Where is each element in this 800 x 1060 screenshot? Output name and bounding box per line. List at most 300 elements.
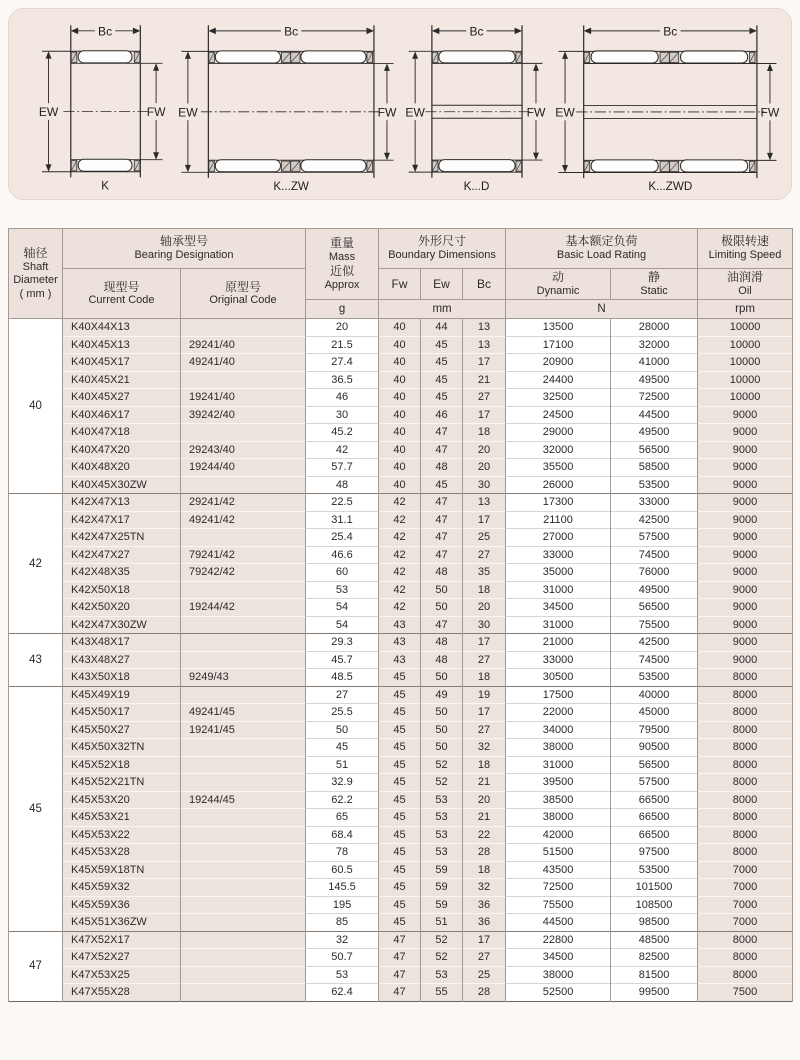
dynamic-cell: 27000 (506, 529, 611, 547)
table-row (9, 599, 793, 617)
bc-cell: 25 (463, 529, 506, 547)
speed-cell: 10000 (698, 336, 793, 354)
diagram-label-kzwd: K...ZWD (648, 179, 693, 193)
table-row (9, 861, 793, 879)
original-code-cell: 39242/40 (181, 406, 306, 424)
static-cell: 57500 (611, 529, 698, 547)
dynamic-cell: 30500 (506, 669, 611, 687)
ew-cell: 53 (421, 826, 463, 844)
bc-cell: 18 (463, 756, 506, 774)
mass-cell: 27 (306, 686, 379, 704)
fw-cell: 40 (379, 441, 421, 459)
ew-cell: 59 (421, 896, 463, 914)
current-code-cell: K42X50X20 (63, 599, 181, 617)
mass-cell: 20 (306, 319, 379, 337)
fw-cell: 42 (379, 529, 421, 547)
dynamic-cell: 22000 (506, 704, 611, 722)
static-cell: 49500 (611, 581, 698, 599)
current-code-cell: K45X53X20 (63, 791, 181, 809)
original-code-cell: 29243/40 (181, 441, 306, 459)
table-row (9, 319, 793, 337)
shaft-diameter-cell: 42 (9, 494, 63, 634)
bc-dimension (584, 24, 757, 38)
ew-label: EW (38, 105, 59, 120)
current-code-cell: K40X45X30ZW (63, 476, 181, 494)
static-cell: 56500 (611, 441, 698, 459)
bc-cell: 21 (463, 774, 506, 792)
bearing-outline (408, 25, 542, 177)
bc-cell: 27 (463, 389, 506, 407)
shaft-diameter-header: 轴径 Shaft Diameter ( mm ) (9, 229, 63, 319)
mass-cell: 78 (306, 844, 379, 862)
ew-cell: 45 (421, 336, 463, 354)
fw-cell: 47 (379, 966, 421, 984)
table-row (9, 494, 793, 512)
static-cell: 74500 (611, 651, 698, 669)
mass-cell: 27.4 (306, 354, 379, 372)
table-row (9, 336, 793, 354)
fw-cell: 45 (379, 739, 421, 757)
mass-cell: 54 (306, 599, 379, 617)
original-code-cell (181, 861, 306, 879)
original-code-cell: 79241/42 (181, 546, 306, 564)
table-row (9, 371, 793, 389)
bearing-designation-header: 轴承型号 Bearing Designation (63, 229, 306, 269)
static-cell: 75500 (611, 616, 698, 634)
dynamic-cell: 20900 (506, 354, 611, 372)
speed-cell: 8000 (698, 844, 793, 862)
table-row (9, 581, 793, 599)
bc-label: Bc (663, 24, 678, 39)
speed-cell: 9000 (698, 634, 793, 652)
ew-cell: 50 (421, 599, 463, 617)
original-code-cell: 49241/40 (181, 354, 306, 372)
fw-cell: 40 (379, 389, 421, 407)
fw-label: FW (526, 105, 546, 120)
ew-cell: 47 (421, 424, 463, 442)
fw-cell: 45 (379, 879, 421, 897)
speed-cell: 8000 (698, 809, 793, 827)
ew-dimension (178, 51, 198, 172)
static-cell: 56500 (611, 599, 698, 617)
dynamic-cell: 17100 (506, 336, 611, 354)
speed-cell: 8000 (698, 931, 793, 949)
ew-label: EW (178, 105, 198, 120)
current-code-cell: K40X46X17 (63, 406, 181, 424)
speed-cell: 8000 (698, 739, 793, 757)
rollers-bottom (432, 159, 521, 171)
ew-cell: 48 (421, 651, 463, 669)
current-code-cell: K43X48X27 (63, 651, 181, 669)
static-cell: 76000 (611, 564, 698, 582)
fw-cell: 42 (379, 599, 421, 617)
bc-header: Bc (463, 269, 506, 300)
mass-cell: 32.9 (306, 774, 379, 792)
dynamic-cell: 75500 (506, 896, 611, 914)
shaft-diameter-cell: 43 (9, 634, 63, 687)
bc-cell: 17 (463, 406, 506, 424)
mass-unit-header: g (306, 300, 379, 319)
speed-cell: 9000 (698, 459, 793, 477)
mass-cell: 48 (306, 476, 379, 494)
current-code-cell: K42X50X18 (63, 581, 181, 599)
bearing-table-wrap (8, 228, 792, 1002)
table-row (9, 896, 793, 914)
fw-cell: 45 (379, 756, 421, 774)
static-cell: 66500 (611, 826, 698, 844)
table-row (9, 616, 793, 634)
dynamic-cell: 29000 (506, 424, 611, 442)
mass-cell: 60.5 (306, 861, 379, 879)
dynamic-cell: 72500 (506, 879, 611, 897)
mass-cell: 21.5 (306, 336, 379, 354)
original-code-cell (181, 984, 306, 1002)
mass-cell: 48.5 (306, 669, 379, 687)
original-code-cell: 19244/45 (181, 791, 306, 809)
static-cell: 49500 (611, 424, 698, 442)
rpm-unit-header: rpm (698, 300, 793, 319)
original-code-cell (181, 949, 306, 967)
mass-cell: 42 (306, 441, 379, 459)
bc-cell: 13 (463, 494, 506, 512)
table-row (9, 634, 793, 652)
ew-cell: 48 (421, 564, 463, 582)
current-code-cell: K45X59X36 (63, 896, 181, 914)
bc-cell: 21 (463, 809, 506, 827)
original-code-cell: 49241/42 (181, 511, 306, 529)
rollers-top (584, 50, 755, 62)
ew-cell: 50 (421, 721, 463, 739)
static-cell: 57500 (611, 774, 698, 792)
original-code-cell (181, 476, 306, 494)
rollers-top (71, 51, 140, 63)
dynamic-cell: 44500 (506, 914, 611, 932)
bc-cell: 20 (463, 599, 506, 617)
bc-cell: 22 (463, 826, 506, 844)
ew-cell: 50 (421, 581, 463, 599)
fw-label: FW (146, 105, 166, 120)
table-row (9, 721, 793, 739)
bc-cell: 32 (463, 739, 506, 757)
fw-cell: 47 (379, 949, 421, 967)
shaft-diameter-cell: 40 (9, 319, 63, 494)
shaft-diameter-cell: 47 (9, 931, 63, 1001)
current-code-cell: K45X49X19 (63, 686, 181, 704)
bearing-outline (182, 25, 394, 178)
original-code-header: 原型号 Original Code (181, 269, 306, 319)
ew-cell: 59 (421, 861, 463, 879)
current-code-cell: K40X45X27 (63, 389, 181, 407)
original-code-cell (181, 896, 306, 914)
table-row (9, 354, 793, 372)
table-row (9, 704, 793, 722)
original-code-cell (181, 651, 306, 669)
ew-dimension (555, 51, 575, 172)
current-code-cell: K42X47X25TN (63, 529, 181, 547)
static-cell: 81500 (611, 966, 698, 984)
bc-cell: 32 (463, 879, 506, 897)
static-cell: 44500 (611, 406, 698, 424)
current-code-cell: K45X50X32TN (63, 739, 181, 757)
static-cell: 97500 (611, 844, 698, 862)
ew-cell: 59 (421, 879, 463, 897)
ew-dimension (39, 51, 59, 172)
current-code-cell: K40X47X18 (63, 424, 181, 442)
ew-cell: 52 (421, 774, 463, 792)
static-cell: 82500 (611, 949, 698, 967)
static-cell: 90500 (611, 739, 698, 757)
limiting-speed-header: 极限转速 Limiting Speed (698, 229, 793, 269)
dynamic-cell: 38500 (506, 791, 611, 809)
mass-cell: 45 (306, 739, 379, 757)
current-code-cell: K45X59X18TN (63, 861, 181, 879)
speed-cell: 10000 (698, 319, 793, 337)
speed-cell: 7000 (698, 879, 793, 897)
fw-cell: 45 (379, 826, 421, 844)
current-code-cell: K42X47X30ZW (63, 616, 181, 634)
dynamic-cell: 34000 (506, 721, 611, 739)
fw-cell: 40 (379, 336, 421, 354)
bc-cell: 21 (463, 371, 506, 389)
bearing-table (8, 228, 793, 1002)
dynamic-cell: 31000 (506, 616, 611, 634)
table-row (9, 389, 793, 407)
fw-cell: 45 (379, 721, 421, 739)
fw-cell: 42 (379, 494, 421, 512)
current-code-cell: K42X47X27 (63, 546, 181, 564)
table-row (9, 984, 793, 1002)
table-row (9, 966, 793, 984)
table-row (9, 424, 793, 442)
current-code-cell: K45X50X17 (63, 704, 181, 722)
mass-cell: 29.3 (306, 634, 379, 652)
fw-cell: 45 (379, 704, 421, 722)
static-cell: 66500 (611, 791, 698, 809)
current-code-cell: K45X59X32 (63, 879, 181, 897)
current-code-cell: K40X44X13 (63, 319, 181, 337)
static-header: 静 Static (611, 269, 698, 300)
static-cell: 108500 (611, 896, 698, 914)
table-row (9, 739, 793, 757)
bc-cell: 17 (463, 354, 506, 372)
original-code-cell (181, 844, 306, 862)
dynamic-cell: 39500 (506, 774, 611, 792)
ew-cell: 47 (421, 511, 463, 529)
current-code-cell: K40X45X13 (63, 336, 181, 354)
speed-cell: 9000 (698, 564, 793, 582)
bc-cell: 17 (463, 704, 506, 722)
n-unit-header: N (506, 300, 698, 319)
mass-cell: 57.7 (306, 459, 379, 477)
speed-cell: 9000 (698, 616, 793, 634)
fw-cell: 45 (379, 791, 421, 809)
original-code-cell (181, 319, 306, 337)
ew-cell: 47 (421, 529, 463, 547)
fw-cell: 42 (379, 564, 421, 582)
speed-cell: 8000 (698, 949, 793, 967)
diagram-k (17, 16, 170, 192)
fw-cell: 47 (379, 931, 421, 949)
bc-cell: 20 (463, 791, 506, 809)
dynamic-cell: 31000 (506, 581, 611, 599)
bc-cell: 13 (463, 336, 506, 354)
static-cell: 32000 (611, 336, 698, 354)
current-code-cell: K40X45X17 (63, 354, 181, 372)
diagram-label-kzw: K...ZW (273, 179, 310, 193)
dynamic-cell: 52500 (506, 984, 611, 1002)
static-cell: 101500 (611, 879, 698, 897)
speed-cell: 10000 (698, 354, 793, 372)
original-code-cell (181, 634, 306, 652)
dynamic-cell: 38000 (506, 809, 611, 827)
static-cell: 56500 (611, 756, 698, 774)
fw-cell: 45 (379, 809, 421, 827)
current-code-cell: K43X50X18 (63, 669, 181, 687)
fw-cell: 43 (379, 634, 421, 652)
fw-cell: 40 (379, 459, 421, 477)
dynamic-cell: 43500 (506, 861, 611, 879)
original-code-cell (181, 739, 306, 757)
mass-cell: 30 (306, 406, 379, 424)
static-cell: 33000 (611, 494, 698, 512)
current-code-cell: K42X47X17 (63, 511, 181, 529)
speed-cell: 8000 (698, 774, 793, 792)
mass-cell: 46.6 (306, 546, 379, 564)
rollers-bottom (209, 159, 373, 171)
current-code-cell: K47X53X25 (63, 966, 181, 984)
bc-dimension (71, 24, 141, 38)
fw-cell: 40 (379, 371, 421, 389)
table-row (9, 686, 793, 704)
bc-cell: 25 (463, 966, 506, 984)
speed-cell: 7000 (698, 914, 793, 932)
table-row (9, 511, 793, 529)
mass-cell: 53 (306, 581, 379, 599)
fw-cell: 45 (379, 774, 421, 792)
original-code-cell (181, 914, 306, 932)
bearing-diagram-panel (8, 8, 792, 200)
mass-cell: 62.2 (306, 791, 379, 809)
current-code-cell: K40X48X20 (63, 459, 181, 477)
dynamic-cell: 34500 (506, 599, 611, 617)
fw-cell: 43 (379, 651, 421, 669)
ew-cell: 52 (421, 931, 463, 949)
table-row (9, 406, 793, 424)
current-code-header: 现型号 Current Code (63, 269, 181, 319)
dynamic-cell: 35500 (506, 459, 611, 477)
static-cell: 99500 (611, 984, 698, 1002)
original-code-cell (181, 616, 306, 634)
table-row (9, 476, 793, 494)
rollers-top (432, 51, 521, 63)
bc-cell: 30 (463, 616, 506, 634)
static-cell: 40000 (611, 686, 698, 704)
speed-cell: 10000 (698, 371, 793, 389)
ew-cell: 44 (421, 319, 463, 337)
dynamic-cell: 32000 (506, 441, 611, 459)
speed-cell: 7500 (698, 984, 793, 1002)
ew-cell: 45 (421, 389, 463, 407)
mass-cell: 50.7 (306, 949, 379, 967)
bc-dimension (432, 24, 522, 38)
speed-cell: 7000 (698, 896, 793, 914)
current-code-cell: K45X52X18 (63, 756, 181, 774)
fw-dimension (147, 63, 166, 159)
fw-cell: 45 (379, 669, 421, 687)
current-code-cell: K47X55X28 (63, 984, 181, 1002)
dynamic-cell: 17500 (506, 686, 611, 704)
static-cell: 53500 (611, 861, 698, 879)
original-code-cell (181, 371, 306, 389)
mass-cell: 62.4 (306, 984, 379, 1002)
fw-cell: 45 (379, 861, 421, 879)
fw-cell: 45 (379, 896, 421, 914)
table-row (9, 844, 793, 862)
ew-dimension (405, 51, 425, 172)
current-code-cell: K45X50X27 (63, 721, 181, 739)
fw-dimension (526, 63, 545, 160)
static-cell: 53500 (611, 669, 698, 687)
ew-cell: 53 (421, 966, 463, 984)
static-cell: 79500 (611, 721, 698, 739)
bc-cell: 17 (463, 931, 506, 949)
dynamic-cell: 33000 (506, 651, 611, 669)
current-code-cell: K45X52X21TN (63, 774, 181, 792)
fw-cell: 40 (379, 406, 421, 424)
table-row (9, 791, 793, 809)
dynamic-cell: 33000 (506, 546, 611, 564)
speed-cell: 9000 (698, 424, 793, 442)
mass-cell: 22.5 (306, 494, 379, 512)
original-code-cell: 49241/45 (181, 704, 306, 722)
mass-cell: 46 (306, 389, 379, 407)
static-cell: 98500 (611, 914, 698, 932)
static-cell: 42500 (611, 511, 698, 529)
bc-cell: 35 (463, 564, 506, 582)
ew-cell: 50 (421, 669, 463, 687)
speed-cell: 10000 (698, 389, 793, 407)
static-cell: 48500 (611, 931, 698, 949)
ew-cell: 47 (421, 441, 463, 459)
original-code-cell (181, 966, 306, 984)
ew-cell: 46 (421, 406, 463, 424)
mass-cell: 50 (306, 721, 379, 739)
dynamic-cell: 13500 (506, 319, 611, 337)
current-code-cell: K40X45X21 (63, 371, 181, 389)
current-code-cell: K40X47X20 (63, 441, 181, 459)
dynamic-cell: 26000 (506, 476, 611, 494)
original-code-cell: 29241/40 (181, 336, 306, 354)
mass-cell: 195 (306, 896, 379, 914)
speed-cell: 9000 (698, 441, 793, 459)
speed-cell: 9000 (698, 581, 793, 599)
bc-cell: 27 (463, 546, 506, 564)
fw-label: FW (760, 105, 780, 120)
mass-cell: 54 (306, 616, 379, 634)
current-code-cell: K43X48X17 (63, 634, 181, 652)
table-row (9, 809, 793, 827)
fw-cell: 42 (379, 511, 421, 529)
original-code-cell (181, 809, 306, 827)
mass-cell: 85 (306, 914, 379, 932)
ew-cell: 48 (421, 634, 463, 652)
original-code-cell: 19244/40 (181, 459, 306, 477)
bearing-outline (42, 25, 163, 177)
ew-cell: 52 (421, 949, 463, 967)
table-row (9, 459, 793, 477)
table-row (9, 949, 793, 967)
fw-cell: 47 (379, 984, 421, 1002)
